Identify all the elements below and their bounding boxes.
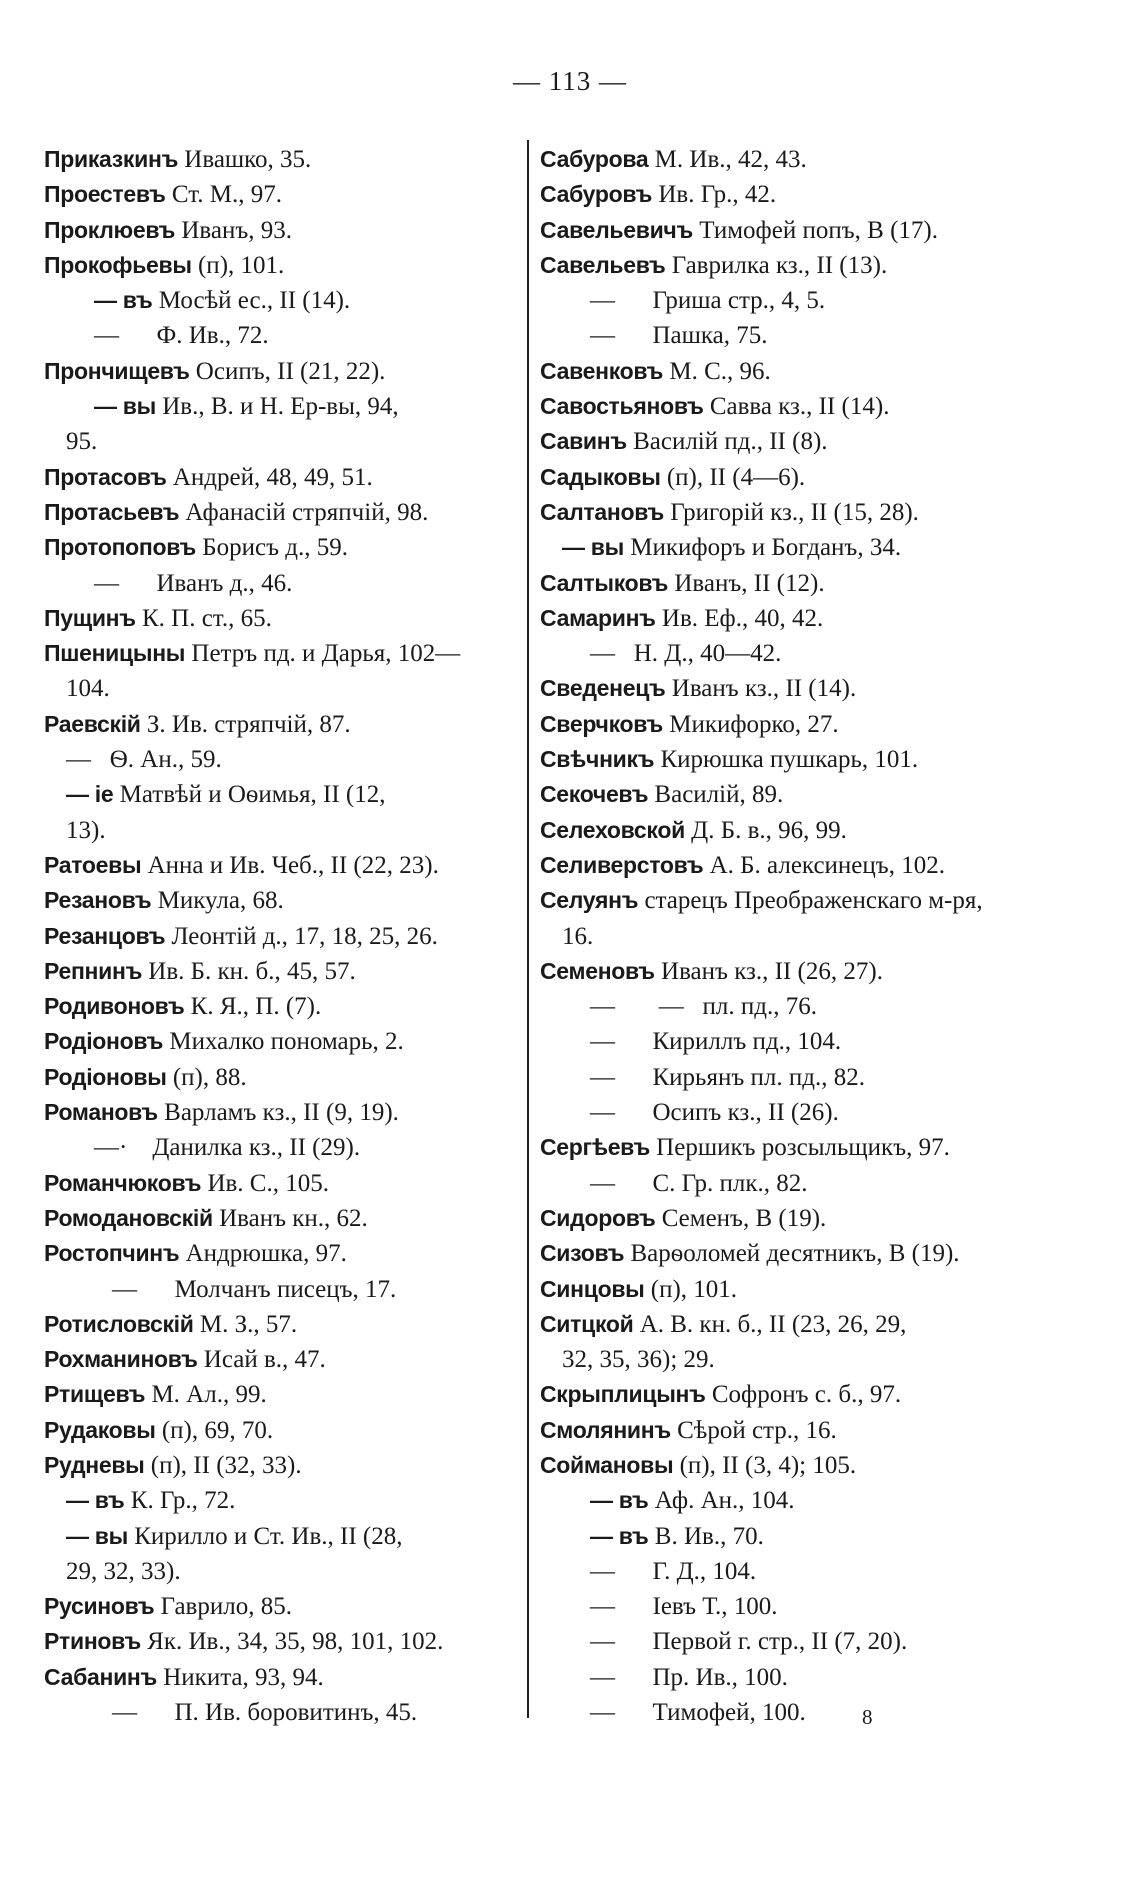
index-entry [44,142,524,177]
entry-detail: А. В. кн. б., II (23, 26, 29, [633,1310,907,1338]
index-entry [44,389,524,424]
index-entry [44,601,524,636]
entry-detail: — Кирьянъ пл. пд., 82. [590,1063,865,1091]
index-entry [44,495,524,530]
entry-detail: Ив., В. и Н. Ер-вы, 94, [155,393,399,421]
entry-surname: Приказкинъ [44,146,179,172]
entry-surname: Савинъ [540,428,627,455]
entry-surname: Ростопчинъ [44,1240,180,1267]
entry-detail: Першикъ розсыльщикъ, 97. [649,1134,950,1162]
entry-surname: Прокофьевы [44,251,192,278]
index-entry [540,883,1030,918]
index-entry [540,1519,1030,1554]
entry-surname: Смолянинъ [540,1416,671,1443]
index-entry [44,1589,524,1624]
entry-detail: —· Данилка кз., II (29). [94,1134,361,1162]
index-entry [540,177,1030,212]
entry-detail: Ив. Еф., 40, 42. [655,604,824,632]
entry-surname: Романовъ [44,1099,158,1126]
entry-surname: Садыковы [540,463,661,490]
entry-detail: К. П. ст., 65. [135,604,272,632]
entry-detail: А. Б. алексинецъ, 102. [703,851,945,879]
entry-detail: Микифорко, 27. [662,710,839,738]
entry-detail: — Иванъ д., 46. [94,569,293,597]
entry-surname: — въ [94,287,153,314]
entry-surname: Сабуровъ [540,181,653,208]
index-entry [540,1024,1030,1059]
entry-surname: Рохманиновъ [44,1346,198,1373]
entry-detail: — Г. Д., 104. [590,1557,757,1585]
entry-detail: Ивашко, 35. [178,146,312,173]
index-entry [540,1201,1030,1236]
entry-surname: Сизовъ [540,1240,625,1267]
entry-surname: Ротисловскій [44,1310,194,1337]
entry-detail: М. Ал., 99. [145,1381,267,1409]
entry-detail: Исай в., 47. [197,1346,326,1374]
entry-surname: Рудаковы [44,1416,156,1443]
entry-detail: М. Ив., 42, 43. [648,146,807,173]
entry-surname: Резановъ [44,887,152,914]
entry-detail: Сѣрой стр., 16. [670,1416,837,1444]
entry-surname: Ромодановскій [44,1204,213,1231]
entry-detail: В. Ив., 70. [648,1522,764,1550]
entry-detail: Мосѣй ес., II (14). [152,287,351,315]
index-entry [44,707,524,742]
index-entry [540,354,1030,389]
entry-surname: — вы [94,393,156,420]
index-entry [540,1660,1030,1695]
entry-surname: Синцовы [540,1275,645,1302]
entry-surname: Пущинъ [44,604,136,631]
entry-surname: Резанцовъ [44,922,166,949]
entry-detail: — Н. Д., 40—42. [590,640,782,668]
entry-detail: Ив. Б. кн. б., 45, 57. [142,957,356,985]
index-entry [44,742,524,777]
index-entry [44,1342,524,1377]
index-entry [44,777,524,812]
index-entry [540,989,1030,1024]
entry-detail: старецъ Преображенскаго м-ря, [638,887,983,915]
index-entry [44,1377,524,1412]
index-entry [44,424,524,459]
entry-surname: — іе [66,781,114,808]
entry-detail: 104. [66,675,110,703]
index-entry [540,1589,1030,1624]
index-entry [540,389,1030,424]
index-entry [540,1130,1030,1165]
index-entry [540,1060,1030,1095]
index-entry [540,495,1030,530]
index-entry [540,1272,1030,1307]
index-entry [540,566,1030,601]
entry-detail: Кирюшка пушкарь, 101. [654,746,919,774]
entry-surname: Сидоровъ [540,1204,656,1231]
index-entry [44,248,524,283]
entry-surname: Савельевъ [540,251,666,278]
entry-surname: Селуянъ [540,887,639,914]
entry-detail: 29, 32, 33). [66,1557,181,1585]
entry-detail: З. Ив. стряпчій, 87. [140,710,351,738]
index-entry [44,1307,524,1342]
entry-detail: — Гриша стр., 4, 5. [590,287,826,315]
entry-detail: — Тимофей, 100. [590,1699,806,1727]
entry-detail: Д. Б. в., 96, 99. [684,816,847,844]
index-entry [540,1377,1030,1412]
index-entry [540,1413,1030,1448]
entry-detail: (п), II (3, 4); 105. [673,1451,857,1479]
entry-surname: Селиверстовъ [540,851,704,878]
index-entry [540,707,1030,742]
entry-detail: — Кириллъ пд., 104. [590,1028,842,1056]
entry-surname: Ртиновъ [44,1628,141,1655]
entry-detail: Кирилло и Ст. Ив., II (28, [127,1522,403,1550]
entry-detail: К. Гр., 72. [124,1487,236,1515]
index-entry [44,213,524,248]
entry-surname: Рудневы [44,1451,145,1478]
entry-surname: — въ [590,1487,649,1514]
index-entry [540,424,1030,459]
index-entry [540,777,1030,812]
index-entry [540,742,1030,777]
index-entry [540,1095,1030,1130]
entry-detail: 95. [66,428,98,456]
index-entry [540,1448,1030,1483]
page-number: — 113 — [513,66,627,96]
entry-detail: — Пашка, 75. [590,322,768,350]
index-entry [44,1554,524,1589]
entry-surname: Протасьевъ [44,498,180,525]
entry-detail: (п), II (4—6). [660,463,806,491]
entry-detail: Андрюшка, 97. [179,1240,347,1268]
index-entry [540,954,1030,989]
entry-detail: Гаврило, 85. [154,1593,292,1621]
entry-surname: Салтыковъ [540,569,669,596]
index-entry [44,460,524,495]
entry-detail: Иванъ кн., 62. [212,1204,368,1232]
index-entry [44,671,524,706]
entry-detail: Андрей, 48, 49, 51. [166,463,373,491]
index-entry [44,883,524,918]
entry-surname: Проклюевъ [44,216,176,243]
entry-detail: 32, 35, 36); 29. [562,1346,715,1374]
index-entry [540,1307,1030,1342]
index-entry [540,601,1030,636]
index-entry [44,530,524,565]
index-entry [44,1024,524,1059]
entry-surname: Свѣчникъ [540,746,655,773]
entry-detail: Петръ пд. и Дарья, 102— [185,640,461,668]
entry-detail: — Осипъ кз., II (26). [590,1099,839,1127]
entry-detail: Варѳоломей десятникъ, В (19). [624,1240,960,1268]
index-entry [540,460,1030,495]
entry-detail: Микифоръ и Богданъ, 34. [623,534,902,562]
entry-surname: Сабанинъ [44,1663,157,1690]
column-divider [527,140,529,1718]
entry-detail: Ст. М., 97. [165,181,282,209]
index-entry [540,919,1030,954]
entry-surname: Салтановъ [540,498,664,525]
index-entry [540,1695,1030,1730]
entry-surname: Савостьяновъ [540,393,704,420]
index-entry [540,1483,1030,1518]
entry-surname: Секочевъ [540,781,649,808]
entry-detail: 16. [562,922,594,950]
entry-surname: Раевскій [44,710,141,737]
entry-detail: Микула, 68. [151,887,284,915]
index-entry [540,1624,1030,1659]
entry-surname: Русиновъ [44,1593,155,1620]
entry-surname: Ратоевы [44,851,142,878]
index-entry [44,1483,524,1518]
index-entry [44,1166,524,1201]
entry-surname: Проестевъ [44,181,166,208]
signature-mark: 8 [862,1705,873,1729]
entry-detail: Анна и Ив. Чеб., II (22, 23). [141,851,439,879]
entry-detail: Варламъ кз., II (9, 19). [157,1099,399,1127]
entry-surname: Сверчковъ [540,710,663,737]
entry-detail: 13). [66,816,106,844]
entry-detail: Гаврилка кз., II (13). [665,251,888,279]
entry-surname: Протопоповъ [44,534,196,561]
entry-surname: Ситцкой [540,1310,634,1337]
entry-detail: Василій, 89. [648,781,784,809]
entry-surname: Семеновъ [540,957,655,984]
index-entry [540,530,1030,565]
index-entry [540,1236,1030,1271]
entry-surname: Сведенецъ [540,675,666,702]
entry-surname: Самаринъ [540,604,656,631]
entry-detail: Михалко пономарь, 2. [163,1028,404,1056]
entry-surname: Скрыплицынъ [540,1381,706,1408]
entry-surname: Сабурова [540,146,649,172]
index-column-right [540,142,1030,1730]
index-entry [540,1342,1030,1377]
entry-surname: — въ [66,1487,125,1514]
entry-surname: Родіоновы [44,1063,167,1090]
index-entry [44,1695,524,1730]
index-entry [44,1130,524,1165]
entry-surname: — въ [590,1522,649,1549]
entry-surname: Пшеницыны [44,640,186,667]
index-column-left [44,142,524,1730]
entry-detail: (п), II (32, 33). [144,1451,302,1479]
index-entry [540,636,1030,671]
entry-detail: К. Я., П. (7). [184,993,322,1021]
entry-surname: Селеховской [540,816,685,843]
entry-detail: — Іевъ Т., 100. [590,1593,778,1621]
entry-detail: Матвѣй и Оѳимья, II (12, [113,781,386,809]
index-entry [44,566,524,601]
index-entry [540,318,1030,353]
index-entry [44,177,524,212]
index-entry [540,283,1030,318]
entry-detail: (п), 101. [191,251,285,279]
index-entry [540,1554,1030,1589]
index-entry [44,813,524,848]
entry-detail: Савва кз., II (14). [703,393,890,421]
index-entry [44,1448,524,1483]
entry-surname: Родіоновъ [44,1028,164,1055]
entry-detail: Никита, 93, 94. [156,1663,324,1691]
index-entry [44,1519,524,1554]
index-entry [44,1236,524,1271]
entry-surname: Протасовъ [44,463,167,490]
index-entry [44,954,524,989]
entry-detail: — Первой г. стр., II (7, 20). [590,1628,908,1656]
index-entry [44,1060,524,1095]
index-entry [540,848,1030,883]
entry-surname: — вы [66,1522,128,1549]
entry-detail: Семенъ, В (19). [655,1204,827,1232]
entry-detail: Афанасій стряпчій, 98. [179,498,429,526]
entry-detail: Иванъ кз., II (14). [665,675,857,703]
index-entry [540,671,1030,706]
entry-detail: Ив. С., 105. [201,1169,329,1197]
entry-surname: Репнинъ [44,957,143,984]
index-entry [44,1201,524,1236]
entry-detail: — Ф. Ив., 72. [94,322,269,350]
index-entry [44,848,524,883]
index-entry [540,1166,1030,1201]
entry-detail: Як. Ив., 34, 35, 98, 101, 102. [140,1628,444,1656]
entry-detail: Иванъ, II (12). [668,569,825,597]
entry-detail: Иванъ, 93. [175,216,293,244]
entry-detail: Осипъ, II (21, 22). [189,357,386,385]
entry-detail: Софронъ с. б., 97. [705,1381,902,1409]
entry-detail: Борисъ д., 59. [195,534,348,562]
index-entry [44,1095,524,1130]
index-entry [44,1624,524,1659]
entry-detail: Леонтій д., 17, 18, 25, 26. [165,922,438,950]
index-entry [540,813,1030,848]
entry-detail: М. С., 96. [663,357,771,385]
entry-surname: Прончищевъ [44,357,190,384]
entry-surname: Сергѣевъ [540,1134,650,1161]
index-entry [44,1660,524,1695]
index-entry [44,1272,524,1307]
entry-detail: Василій пд., II (8). [626,428,828,456]
entry-surname: — вы [562,534,624,561]
entry-detail: (п), 88. [166,1063,247,1091]
entry-detail: М. З., 57. [193,1310,298,1338]
index-entry [44,354,524,389]
index-entry [44,636,524,671]
index-entry [540,213,1030,248]
entry-detail: — П. Ив. боровитинъ, 45. [112,1699,418,1727]
entry-detail: — Молчанъ писецъ, 17. [112,1275,397,1303]
entry-detail: — Пр. Ив., 100. [590,1663,788,1691]
entry-surname: Савенковъ [540,357,664,384]
entry-detail: (п), 101. [644,1275,738,1303]
entry-surname: Родивоновъ [44,993,185,1020]
entry-surname: Соймановы [540,1451,674,1478]
entry-detail: Григорій кз., II (15, 28). [663,498,919,526]
entry-surname: Ртищевъ [44,1381,146,1408]
index-entry [540,142,1030,177]
entry-detail: — Ѳ. Ан., 59. [66,746,222,774]
entry-detail: Иванъ кз., II (26, 27). [654,957,883,985]
index-entry [540,248,1030,283]
entry-surname: Савельевичъ [540,216,693,243]
index-entry [44,318,524,353]
entry-surname: Романчюковъ [44,1169,202,1196]
index-entry [44,919,524,954]
index-entry [44,989,524,1024]
entry-detail: Аф. Ан., 104. [648,1487,795,1515]
index-entry [44,1413,524,1448]
entry-detail: — С. Гр. плк., 82. [590,1169,808,1197]
entry-detail: Тимофей попъ, В (17). [692,216,938,244]
entry-detail: — — пл. пд., 76. [590,993,817,1021]
entry-detail: (п), 69, 70. [155,1416,274,1444]
index-entry [44,283,524,318]
entry-detail: Ив. Гр., 42. [652,181,777,209]
